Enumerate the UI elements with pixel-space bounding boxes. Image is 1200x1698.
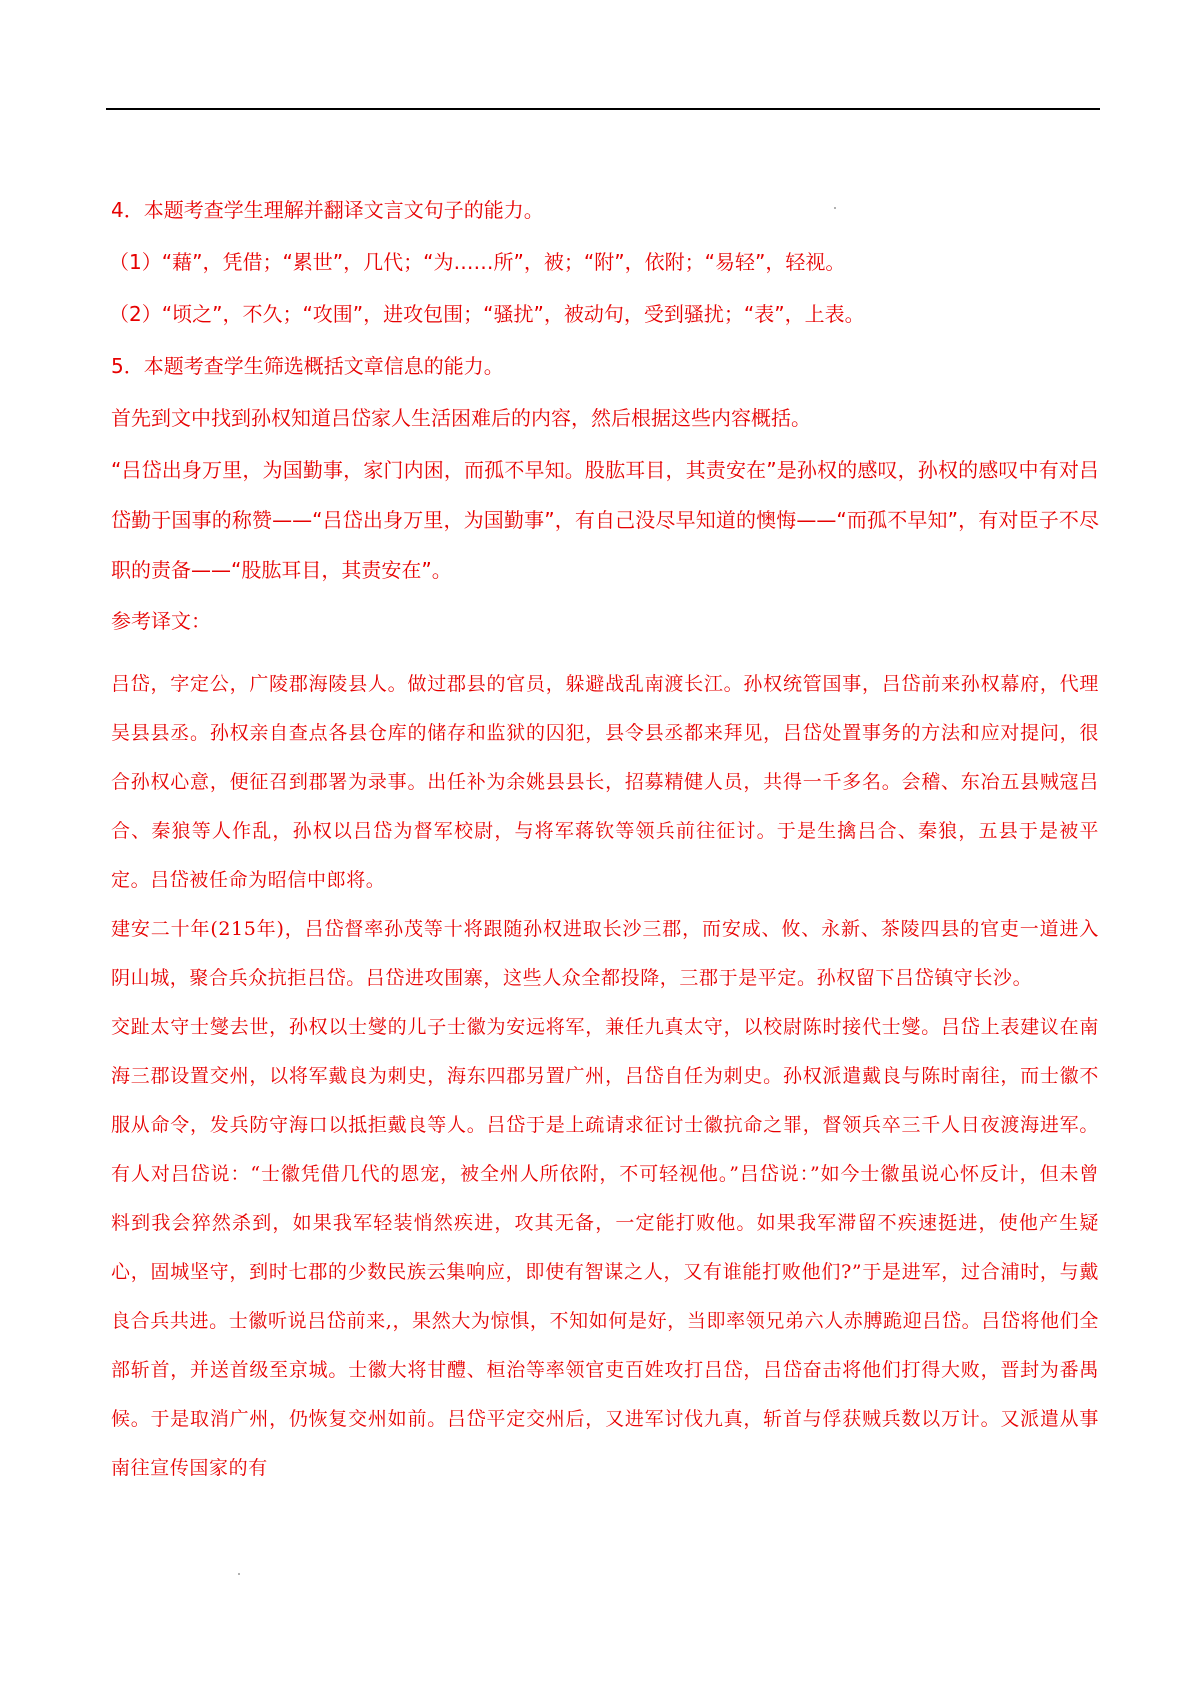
q4-answer-1: （1）“藉”，凭借；“累世”，几代；“为……所”，被；“附”，依附；“易轻”，轻视。 [109,250,846,274]
translation-paragraph-2: 建安二十年(215年)，吕岱督率孙茂等十将跟随孙权进取长沙三郡，而安成、攸、永新、茶陵四县的官吏一道进入阴山城，聚合兵众抗拒吕岱。吕岱进攻围寨，这些人众全都投降，三郡于是平定。孙权留下吕岱镇守长沙。 [111,918,1099,989]
translation-paragraph-3: 交趾太守士燮去世，孙权以士燮的儿子士徽为安远将军，兼任九真太守，以校尉陈时接代士燮。吕岱上表建议在南海三郡设置交州，以将军戴良为刺史，海东四郡另置广州，吕岱自任为刺史。孙权派遣戴良与陈时南往，而士徽不服从命令，发兵防守海口以抵拒戴良等人。吕岱于是上疏请求征讨士徽抗命之罪，督领兵卒三千人日夜渡海进军。有人对吕岱说：“士徽凭借几代的恩宠，被全州人所依附，不可轻视他。”吕岱说：”如今士徽虽说心怀反计，但未曾料到我会猝然杀到，如果我军轻装悄然疾进，攻其无备，一定能打败他。如果我军滞留不疾速挺进，使他产生疑心，固城坚守，到时七郡的少数民族云集响应，即使有智谋之人，又有谁能打败他们?”于是进军，过合浦时，与戴良合兵共进。士徽听说吕岱前来,，果然大为惊惧，不知如何是好，当即率领兄弟六人赤膊跪迎吕岱。吕岱将他们全部斩首，并送首级至京城。士徽大将甘醴、桓治等率领官吏百姓攻打吕岱，吕岱奋击将他们打得大败，晋封为番禺候。于是取消广州，仍恢复交州如前。吕岱平定交州后，又进军讨伐九真，斩首与俘获贼兵数以万计。又派遣从事南往宣传国家的有 [111,1016,1099,1479]
q4-answer-2: （2）“顷之”，不久；“攻围”，进攻包围；“骚扰”，被动句，受到骚扰；“表”，上表。 [109,302,865,326]
explanation-section [111,197,1099,635]
translation-paragraph-1: 吕岱，字定公，广陵郡海陵县人。做过郡县的官员，躲避战乱南渡长江。孙权统管国事，吕岱前来孙权幕府，代理吴县县丞。孙权亲自查点各县仓库的储存和监狱的囚犯，县令县丞都来拜见，吕岱处置事务的方法和应对提问，很合孙权心意，便征召到郡署为录事。出任补为余姚县县长，招募精健人员，共得一千多名。会稽、东冶五县贼寇吕合、秦狼等人作乱，孙权以吕岱为督军校尉，与将军蒋钦等领兵前往征讨。于是生擒吕合、秦狼，五县于是被平定。吕岱被任命为昭信中郎将。 [111,673,1099,891]
speck-mark [238,1573,240,1575]
translation-heading: 参考译文： [111,609,211,633]
header-rule [106,108,1100,110]
translation-body [111,660,1099,1493]
answer-content [111,197,1099,1493]
q5-line-2: “吕岱出身万里，为国勤事，家门内困，而孤不早知。股肱耳目，其责安在”是孙权的感叹，孙权的感叹中有对吕岱勤于国事的称赞——“吕岱出身万里，为国勤事”，有自己没尽早知道的懊悔——“而孤不早知”，有对臣子不尽职的责备——“股肱耳目，其责安在”。 [111,458,1099,582]
q5-line-1: 首先到文中找到孙权知道吕岱家人生活困难后的内容，然后根据这些内容概括。 [111,406,811,430]
q4-heading: 4．本题考查学生理解并翻译文言文句子的能力。 [111,198,544,222]
q5-heading: 5．本题考查学生筛选概括文章信息的能力。 [111,354,504,378]
